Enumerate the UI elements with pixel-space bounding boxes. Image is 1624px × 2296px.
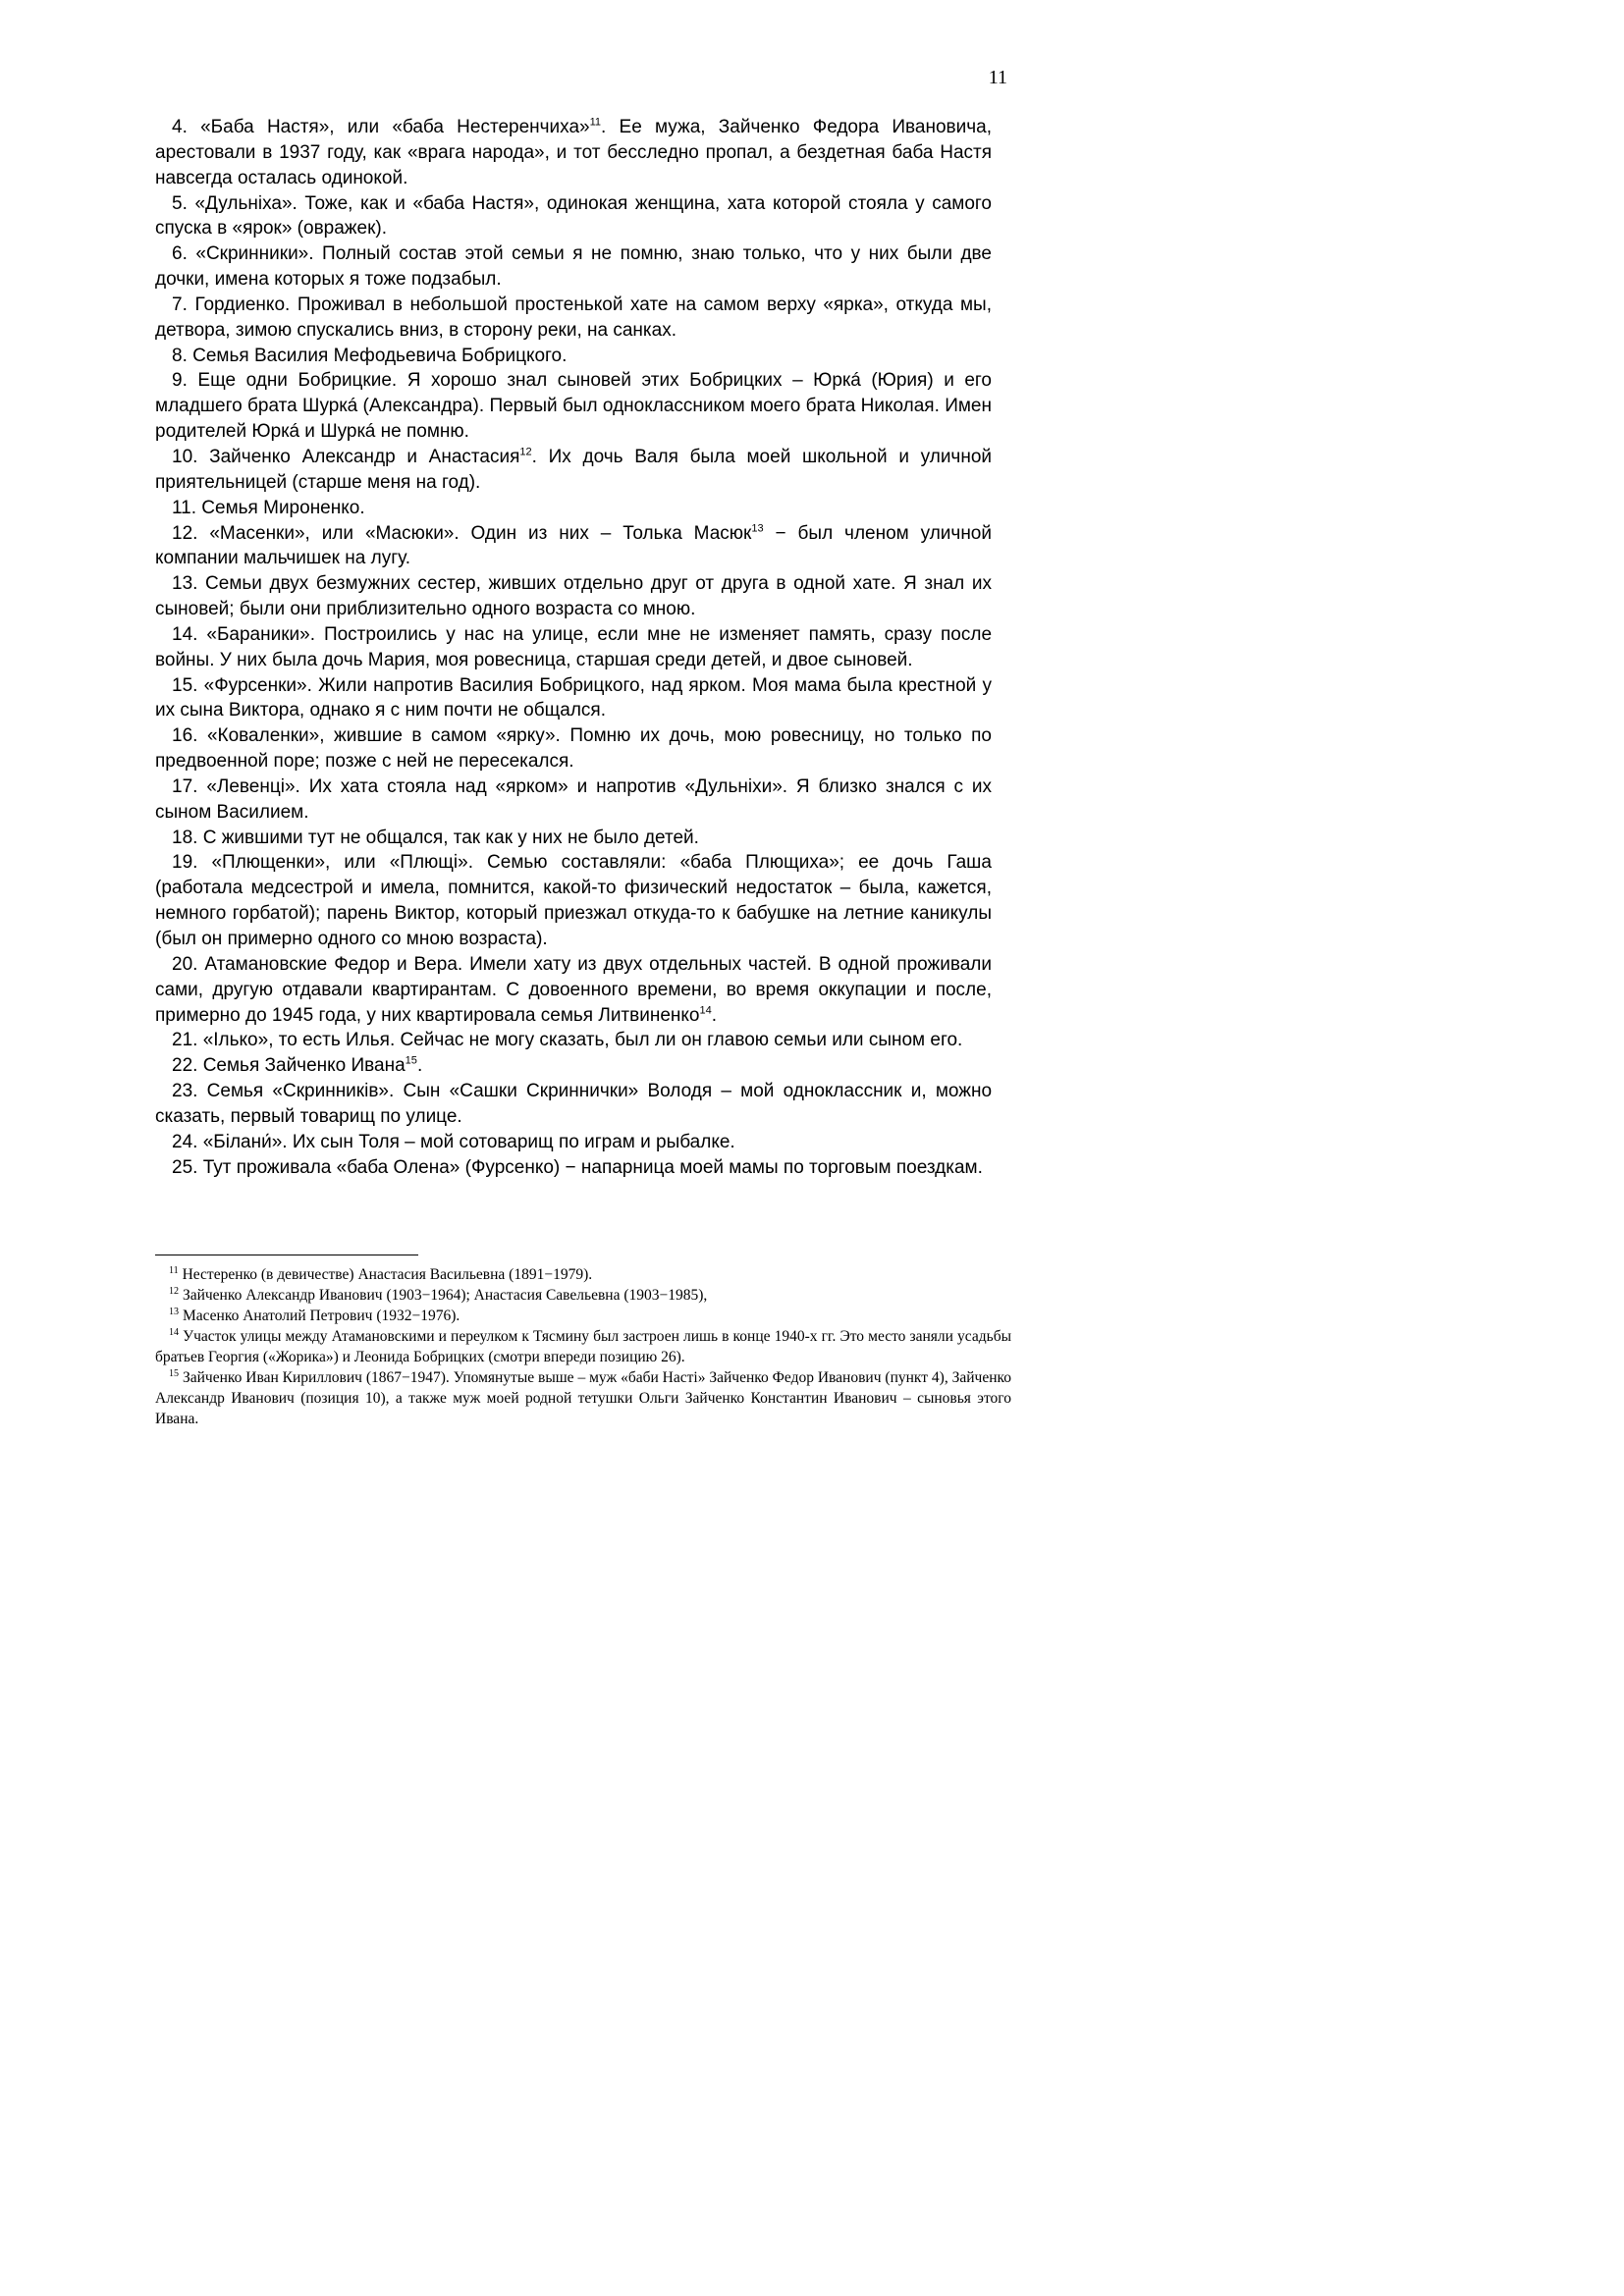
item-text: «Білани́». Их сын Толя – мой сотоварищ по играм и рыбалке. (202, 1131, 735, 1152)
item-text-tail: . Ее мужа, Зайченко Федора Ивановича, арестовали в 1937 году, как «врага народа», и тот бесследно пропал, а бездетная баба Настя навсегда осталась одинокой. (155, 117, 992, 188)
page-number: 11 (988, 67, 1007, 88)
footnotes (155, 1264, 1011, 1429)
item-number: 12 (172, 522, 193, 544)
item-text: «Левенці». Их хата стояла над «ярком» и напротив «Дульніхи». Я близко знался с их сыном Василием. (155, 775, 992, 823)
list-item: 11. Семья Мироненко. (172, 497, 365, 518)
footnote-ref: 14 (699, 1004, 712, 1017)
item-text: «Скринники». Полный состав этой семьи я не помню, знаю только, что у них были две дочки, имена которых я тоже подзабыл. (155, 243, 992, 291)
item-text: Семья «Скринників». Сын «Сашки Скриннички» Володя – мой одноклассник и, можно сказать, первый товарищ по улице. (155, 1081, 993, 1127)
item-number: 5 (172, 192, 183, 214)
item-number: 23 (172, 1081, 193, 1102)
item-text: «Плющенки», или «Плющі». Семью составляли: «баба Плющиха»; ее дочь Гаша (работала медсестрой и имела, помнится, какой-то физический недостаток – была, кажется, немного горбатой); парень Виктор, который приезжал откуда-то к бабушке на летние каникулы (был он примерно одного со мною возраста). (155, 852, 992, 949)
list-item: 18. С жившими тут не общался, так как у них не было детей. (172, 827, 699, 848)
footnote-number: 15 (169, 1367, 180, 1379)
footnote-ref: 12 (519, 446, 532, 458)
item-text: Семья Василия Мефодьевича Бобрицкого. (192, 345, 568, 366)
list-item: 13. Семьи двух безмужних сестер, живших отдельно друг от друга в одной хате. Я знал их сыновей; были они приблизительно одного возраста со мною. (155, 573, 992, 620)
footnote (155, 1264, 1011, 1285)
main-text (155, 115, 992, 1180)
item-text-tail: . Их дочь Валя была моей школьной и уличной приятельницей (старше меня на год). (155, 446, 992, 493)
item-text: С жившими тут не общался, так как у них не было детей. (202, 827, 699, 848)
item-number: 8 (172, 345, 183, 366)
footnote-text: Зайченко Иван Кириллович (1867−1947). Упомянутые выше – муж «баби Насті» Зайченко Федор Иванович (пункт 4), Зайченко Александр Иванович (позиция 10), а также муж моей родной тетушки Ольги Зайченко Константин Иванович – сыновья этого Ивана. (155, 1369, 1012, 1427)
item-number: 7 (172, 294, 183, 315)
item-number: 13 (172, 573, 193, 595)
footnote-ref: 15 (405, 1054, 417, 1067)
item-text: «Ілько», то есть Илья. Сейчас не могу сказать, был ли он главою семьи или сыном его. (202, 1030, 963, 1051)
list-item: 9. Еще одни Бобрицкие. Я хорошо знал сыновей этих Бобрицких – Юркá (Юрия) и его младшего брата Шуркá (Александра). Первый был одноклассником моего брата Николая. Имен родителей Юркá и Шуркá не помню. (155, 370, 992, 443)
footnote (155, 1285, 1011, 1306)
list-item: 8. Семья Василия Мефодьевича Бобрицкого. (172, 345, 568, 366)
item-number: 17 (172, 775, 193, 797)
item-text: Семьи двух безмужних сестер, живших отдельно друг от друга в одной хате. Я знал их сыновей; были они приблизительно одного возраста со мною. (155, 573, 992, 620)
item-text: Еще одни Бобрицкие. Я хорошо знал сыновей этих Бобрицких – Юркá (Юрия) и его младшего брата Шуркá (Александра). Первый был одноклассником моего брата Николая. Имен родителей Юркá и Шуркá не помню. (155, 370, 992, 443)
footnote (155, 1306, 1011, 1326)
footnote-number: 13 (169, 1306, 180, 1317)
list-item: 15. «Фурсенки». Жили напротив Василия Бобрицкого, над ярком. Моя мама была крестной у их сына Виктора, однако я с ним почти не общался. (155, 674, 992, 721)
item-text: «Баба Настя», или «баба Нестеренчиха» (200, 117, 590, 137)
footnote-text: Нестеренко (в девичестве) Анастасия Васильевна (1891−1979). (182, 1266, 593, 1283)
list-item: 10. Зайченко Александр и Анастасия$^{12}$. Их дочь Валя была моей школьной и уличной приятельницей (старше меня на год). (155, 446, 992, 493)
item-number: 14 (172, 623, 193, 645)
item-number: 15 (172, 674, 193, 696)
footnote-ref: 13 (751, 522, 764, 535)
item-number: 25 (172, 1156, 193, 1178)
item-number: 9 (172, 370, 183, 392)
item-text: «Масенки», или «Масюки». Один из них – Толька Масюк (209, 522, 752, 544)
item-number: 4 (172, 117, 183, 137)
item-text: «Бараники». Построились у нас на улице, если мне не изменяет память, сразу после войны. У них была дочь Мария, моя ровесница, старшая среди детей, и двое сыновей. (155, 623, 993, 670)
item-number: 24 (172, 1131, 193, 1152)
footnote-text: Масенко Анатолий Петрович (1932−1976). (182, 1308, 460, 1324)
list-item: 19. «Плющенки», или «Плющі». Семью составляли: «баба Плющиха»; ее дочь Гаша (работала медсестрой и имела, помнится, какой-то физический недостаток – была, кажется, немного горбатой); парень Виктор, который приезжал откуда-то к бабушке на летние каникулы (был он примерно одного со мною возраста). (155, 852, 992, 949)
item-number: 16 (172, 725, 193, 747)
item-number: 6 (172, 243, 183, 265)
list-item: 20. Атамановские Федор и Вера. Имели хату из двух отдельных частей. В одной проживали сами, другую отдавали квартирантам. С довоенного времени, во время оккупации и после, примерно до 1945 года, у них квартировала семья Литвиненко$^{14}$. (155, 953, 992, 1026)
item-number: 19 (172, 852, 193, 874)
list-item: 22. Семья Зайченко Ивана$^{15}$. (172, 1054, 423, 1077)
list-item: 4. «Баба Настя», или «баба Нестеренчиха»$^{11}$. Ее мужа, Зайченко Федора Ивановича, арестовали в 1937 году, как «врага народа», и тот бесследно пропал, а бездетная баба Настя навсегда осталась одинокой. (155, 116, 992, 188)
item-number: 11 (172, 497, 191, 518)
item-text: Атамановские Федор и Вера. Имели хату из двух отдельных частей. В одной проживали сами, другую отдавали квартирантам. С довоенного времени, во время оккупации и после, примерно до 1945 года, у них квартировала семья Литвиненко (155, 953, 992, 1026)
list-item: 17. «Левенці». Их хата стояла над «ярком» и напротив «Дульніхи». Я близко знался с их сыном Василием. (155, 775, 992, 823)
item-text: «Дульніха». Тоже, как и «баба Настя», одинокая женщина, хата которой стояла у самого спуска в «ярок» (овражек). (155, 192, 992, 240)
item-text: Семья Мироненко. (201, 497, 365, 518)
item-number: 18 (172, 827, 193, 848)
item-number: 10 (172, 446, 193, 467)
list-item: 21. «Ілько», то есть Илья. Сейчас не могу сказать, был ли он главою семьи или сыном его. (172, 1030, 963, 1051)
list-item: 23. Семья «Скринників». Сын «Сашки Скриннички» Володя – мой одноклассник и, можно сказать, первый товарищ по улице. (155, 1081, 993, 1127)
item-number: 21 (172, 1030, 193, 1051)
list-item: 12. «Масенки», или «Масюки». Один из них – Толька Масюк$^{13}$ − был членом уличной компании мальчишек на лугу. (155, 522, 992, 569)
footnote-number: 11 (169, 1264, 179, 1276)
footnote-text: Зайченко Александр Иванович (1903−1964); Анастасия Савельевна (1903−1985), (182, 1287, 708, 1304)
footnote (155, 1367, 1011, 1429)
item-text: Тут проживала «баба Олена» (Фурсенко) − напарница моей мамы по торговым поездкам. (202, 1156, 983, 1178)
list-item: 7. Гордиенко. Проживал в небольшой простенькой хате на самом верху «ярка», откуда мы, детвора, зимою спускались вниз, в сторону реки, на санках. (155, 294, 992, 341)
list-item: 5. «Дульніха». Тоже, как и «баба Настя», одинокая женщина, хата которой стояла у самого спуска в «ярок» (овражек). (155, 192, 992, 240)
item-number: 22 (172, 1055, 193, 1077)
item-text: Семья Зайченко Ивана (202, 1055, 406, 1077)
item-text: «Фурсенки». Жили напротив Василия Бобрицкого, над ярком. Моя мама была крестной у их сына Виктора, однако я с ним почти не общался. (155, 674, 992, 721)
item-text: Гордиенко. Проживал в небольшой простенькой хате на самом верху «ярка», откуда мы, детвора, зимою спускались вниз, в сторону реки, на санках. (155, 294, 992, 341)
list-item: 25. Тут проживала «баба Олена» (Фурсенко) − напарница моей мамы по торговым поездкам. (172, 1156, 983, 1178)
item-number: 20 (172, 953, 193, 975)
footnote-text: Участок улицы между Атамановскими и переулком к Тясмину был застроен лишь в конце 1940-х гг. Это место заняли усадьбы братьев Георгия («Жорика») и Леонида Бобрицких (смотри впереди позицию 26). (155, 1328, 1011, 1365)
item-text-tail: . (711, 1004, 718, 1026)
list-item: 14. «Бараники». Построились у нас на улице, если мне не изменяет память, сразу после войны. У них была дочь Мария, моя ровесница, старшая среди детей, и двое сыновей. (155, 623, 993, 670)
list-item: 6. «Скринники». Полный состав этой семьи я не помню, знаю только, что у них были две дочки, имена которых я тоже подзабыл. (155, 243, 992, 291)
list-item: 16. «Коваленки», жившие в самом «ярку». Помню их дочь, мою ровесницу, но только по предвоенной поре; позже с ней не пересекался. (155, 725, 992, 773)
list-item: 24. «Білани́». Их сын Толя – мой сотоварищ по играм и рыбалке. (172, 1131, 735, 1152)
footnote-number: 12 (169, 1285, 180, 1297)
item-text: Зайченко Александр и Анастасия (209, 446, 520, 467)
footnote (155, 1326, 1011, 1367)
item-text-tail: − был членом уличной компании мальчишек на лугу. (155, 522, 992, 569)
footnote-number: 14 (169, 1326, 180, 1338)
item-text: «Коваленки», жившие в самом «ярку». Помню их дочь, мою ровесницу, но только по предвоенной поре; позже с ней не пересекался. (155, 725, 992, 773)
document-page (0, 0, 1080, 1526)
footnote-ref: 11 (589, 116, 602, 129)
item-text-tail: . (416, 1055, 423, 1077)
